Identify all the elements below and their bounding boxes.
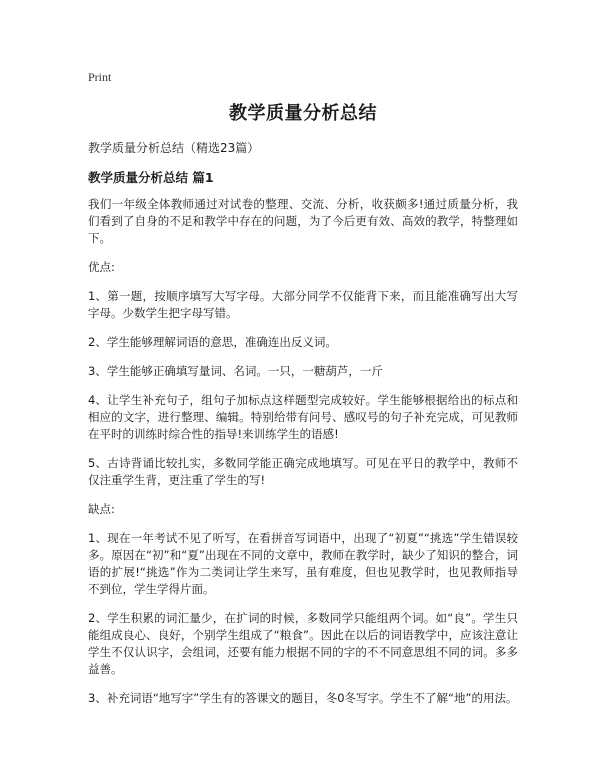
weakness-item-1: 1、现在一年考试不见了听写，在看拼音写词语中，出现了“初夏”“挑选”学生错误较多。原因在“初”和“夏”出现在不同的文章中，教师在教学时，缺少了知识的整合，词语的扩展!“挑选”作为二类词让学生来写，虽有难度，但也见教学时，也见教师指导不到位，学生学得片面。 <box>88 531 518 596</box>
strength-item-3: 3、学生能够正确填写量词、名词。一只，一糖葫芦，一斤 <box>88 364 383 378</box>
section-heading: 教学质量分析总结 篇1 <box>88 170 214 185</box>
strength-item-4: 4、让学生补充句子，组句子加标点这样题型完成较好。学生能够根据给出的标点和相应的文字，进行整理、编辑。特别给带有问号、感叹号的句子补充完成，可见教师在平时的训练时综合性的指导!来训练学生的语感! <box>88 393 518 441</box>
document-subtitle: 教学质量分析总结（精选23篇） <box>88 141 260 155</box>
print-label: Print <box>88 70 112 84</box>
strength-item-2: 2、学生能够理解词语的意思，准确连出反义词。 <box>88 335 337 349</box>
strengths-label: 优点: <box>88 260 115 274</box>
weakness-item-3: 3、补充词语“地写字”学生有的答课文的题目，冬0冬写字。学生不了解“地”的用法。 <box>88 691 518 705</box>
intro-paragraph: 我们一年级全体教师通过对试卷的整理、交流、分析，收获颇多!通过质量分析，我们看到了自身的不足和教学中存在的问题，为了今后更有效、高效的教学，特整理如下。 <box>88 197 518 245</box>
strength-item-1: 1、第一题，按顺序填写大写字母。大部分同学不仅能背下来，而且能准确写出大写字母。少数学生把字母写错。 <box>88 289 518 320</box>
weaknesses-label: 缺点: <box>88 502 115 516</box>
weakness-item-2: 2、学生积累的词汇量少，在扩词的时候，多数同学只能组两个词。如“良”。学生只能组成良心、良好，个别学生组成了“粮食”。因此在以后的词语教学中，应该注意让学生不仅认识字，会组词，还要有能力根据不同的字的不不同意思组不同的词。多多益善。 <box>88 611 518 676</box>
document-title: 教学质量分析总结 <box>229 103 377 124</box>
strength-item-5: 5、古诗背诵比较扎实，多数同学能正确完成地填写。可见在平日的教学中，教师不仅注重学生背，更注重了学生的写! <box>88 456 518 487</box>
